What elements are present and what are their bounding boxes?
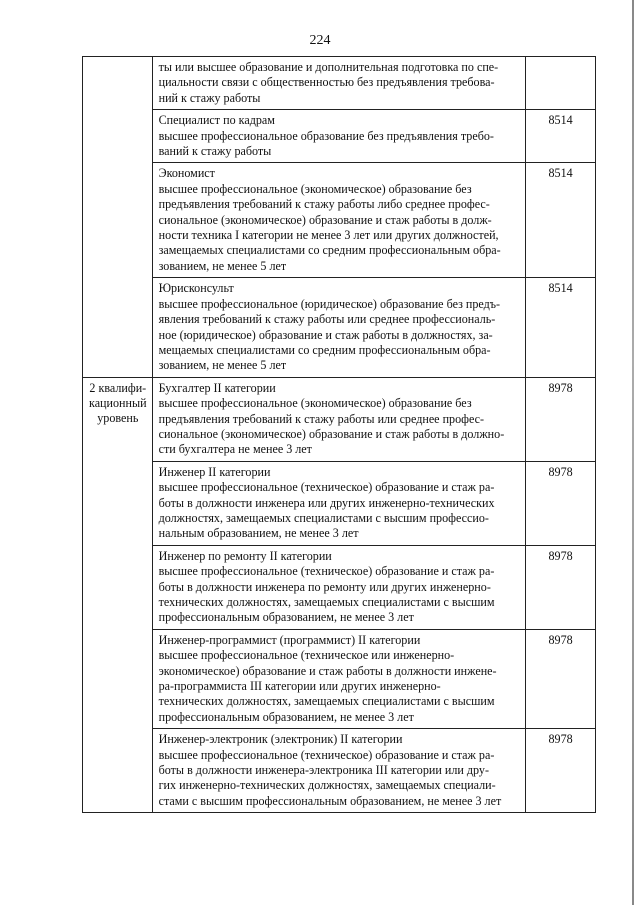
description-line: зованием, не менее 5 лет [158, 358, 287, 373]
description-line: высшее профессиональное (техническое) образование и стаж ра- [158, 564, 495, 579]
description-line: циальности связи с общественностью без предъявления требова- [158, 75, 495, 90]
description-line: мещаемых специалистами со средним профессиональным обра- [158, 342, 491, 357]
position-description [152, 545, 525, 629]
position-title: Инженер II категории [158, 464, 271, 479]
description-line: стами с высшим профессиональным образованием, не менее 3 лет [158, 793, 502, 808]
position-description [152, 57, 525, 110]
level-label-line: 2 квалифи- [89, 380, 147, 395]
code-cell: 8978 [525, 629, 595, 728]
page-edge-shadow [632, 0, 634, 905]
description-line: сиональное (экономическое) образование и стаж работы в должно- [158, 426, 505, 441]
position-description [152, 163, 525, 278]
code-cell: 8978 [525, 729, 595, 813]
description-line: ты или высшее образование и дополнительная подготовка по спе- [158, 60, 499, 74]
page-number: 224 [309, 33, 331, 48]
level-label-line: уровень [97, 410, 139, 425]
description-line: явления требований к стажу работы или среднее профессиональ- [158, 312, 496, 327]
description-line: нальным образованием, не менее 3 лет [158, 526, 359, 541]
level-cell [83, 57, 153, 378]
position-title: Инженер-электроник (электроник) II категории [158, 732, 403, 747]
description-line: сти бухгалтера не менее 3 лет [158, 442, 312, 457]
description-line: ра-программиста III категории или других инженерно- [158, 679, 441, 694]
table-row [83, 110, 596, 163]
table-row [83, 163, 596, 278]
description-line: профессиональным образованием, не менее 3 лет [158, 610, 414, 625]
position-description [152, 278, 525, 377]
description-line: ности техника I категории не менее 3 лет или других должностей, [158, 228, 499, 243]
position-description [152, 729, 525, 813]
description-line: сиональное (экономическое) образование и стаж работы в долж- [158, 212, 492, 227]
description-line: ний к стажу работы [158, 90, 261, 105]
table-row [83, 629, 596, 728]
description-line: высшее профессиональное образование без предъявления требо- [158, 128, 494, 143]
code-cell: 8514 [525, 278, 595, 377]
description-line: высшее профессиональное (экономическое) образование без [158, 396, 472, 411]
table-row [83, 729, 596, 813]
code-cell [525, 57, 595, 110]
description-line: замещаемых специалистами со средним профессиональным обра- [158, 243, 501, 258]
description-line: ваний к стажу работы [158, 144, 272, 159]
description-line: гих инженерно-технических должностях, замещаемых специали- [158, 778, 496, 793]
description-line: профессиональным образованием, не менее 3 лет [158, 709, 414, 724]
position-title: Юрисконсульт [158, 281, 234, 296]
description-line: боты в должности инженера по ремонту или других инженерно- [158, 579, 491, 594]
description-line: должностях, замещаемых специалистами с высшим профессио- [158, 510, 489, 525]
description-line: высшее профессиональное (техническое или инженерно- [158, 648, 455, 663]
position-description [152, 461, 525, 545]
position-description [152, 110, 525, 163]
description-line: ное (юридическое) образование и стаж работы в должностях, за- [158, 327, 493, 342]
position-description [152, 629, 525, 728]
position-title: Бухгалтер II категории [158, 380, 276, 395]
qualification-table [82, 56, 596, 813]
description-line: высшее профессиональное (техническое) образование и стаж ра- [158, 480, 495, 495]
description-line: предъявления требований к стажу работы или среднее профес- [158, 411, 485, 426]
description-line: экономическое) образование и стаж работы в должности инжене- [158, 663, 497, 678]
code-cell: 8514 [525, 110, 595, 163]
description-line: предъявления требований к стажу работы либо среднее профес- [158, 197, 490, 212]
table-row [83, 278, 596, 377]
position-title: Специалист по кадрам [158, 113, 275, 128]
table-row [83, 57, 596, 110]
description-line: технических должностях, замещаемых специалистами с высшим [158, 595, 495, 609]
code-cell: 8978 [525, 461, 595, 545]
code-cell: 8978 [525, 377, 595, 461]
table-row [83, 377, 596, 461]
description-line: высшее профессиональное (юридическое) образование без предъ- [158, 296, 501, 311]
code-cell: 8978 [525, 545, 595, 629]
level-cell [83, 377, 153, 813]
description-line: боты в должности инженера-электроника III категории или дру- [158, 763, 489, 778]
table-row [83, 545, 596, 629]
table-body [83, 57, 596, 813]
table-row [83, 461, 596, 545]
description-line: технических должностях, замещаемых специалистами с высшим [158, 694, 495, 709]
description-line: зованием, не менее 5 лет [158, 258, 287, 273]
position-description [152, 377, 525, 461]
position-title: Инженер по ремонту II категории [158, 548, 332, 563]
description-line: высшее профессиональное (экономическое) образование без [158, 181, 472, 196]
level-label-line: кационный [89, 395, 147, 410]
position-title: Инженер-программист (программист) II категории [158, 632, 421, 647]
position-title: Экономист [158, 166, 215, 181]
code-cell: 8514 [525, 163, 595, 278]
description-line: боты в должности инженера или других инженерно-технических [158, 495, 495, 510]
description-line: высшее профессиональное (техническое) образование и стаж ра- [158, 747, 495, 762]
